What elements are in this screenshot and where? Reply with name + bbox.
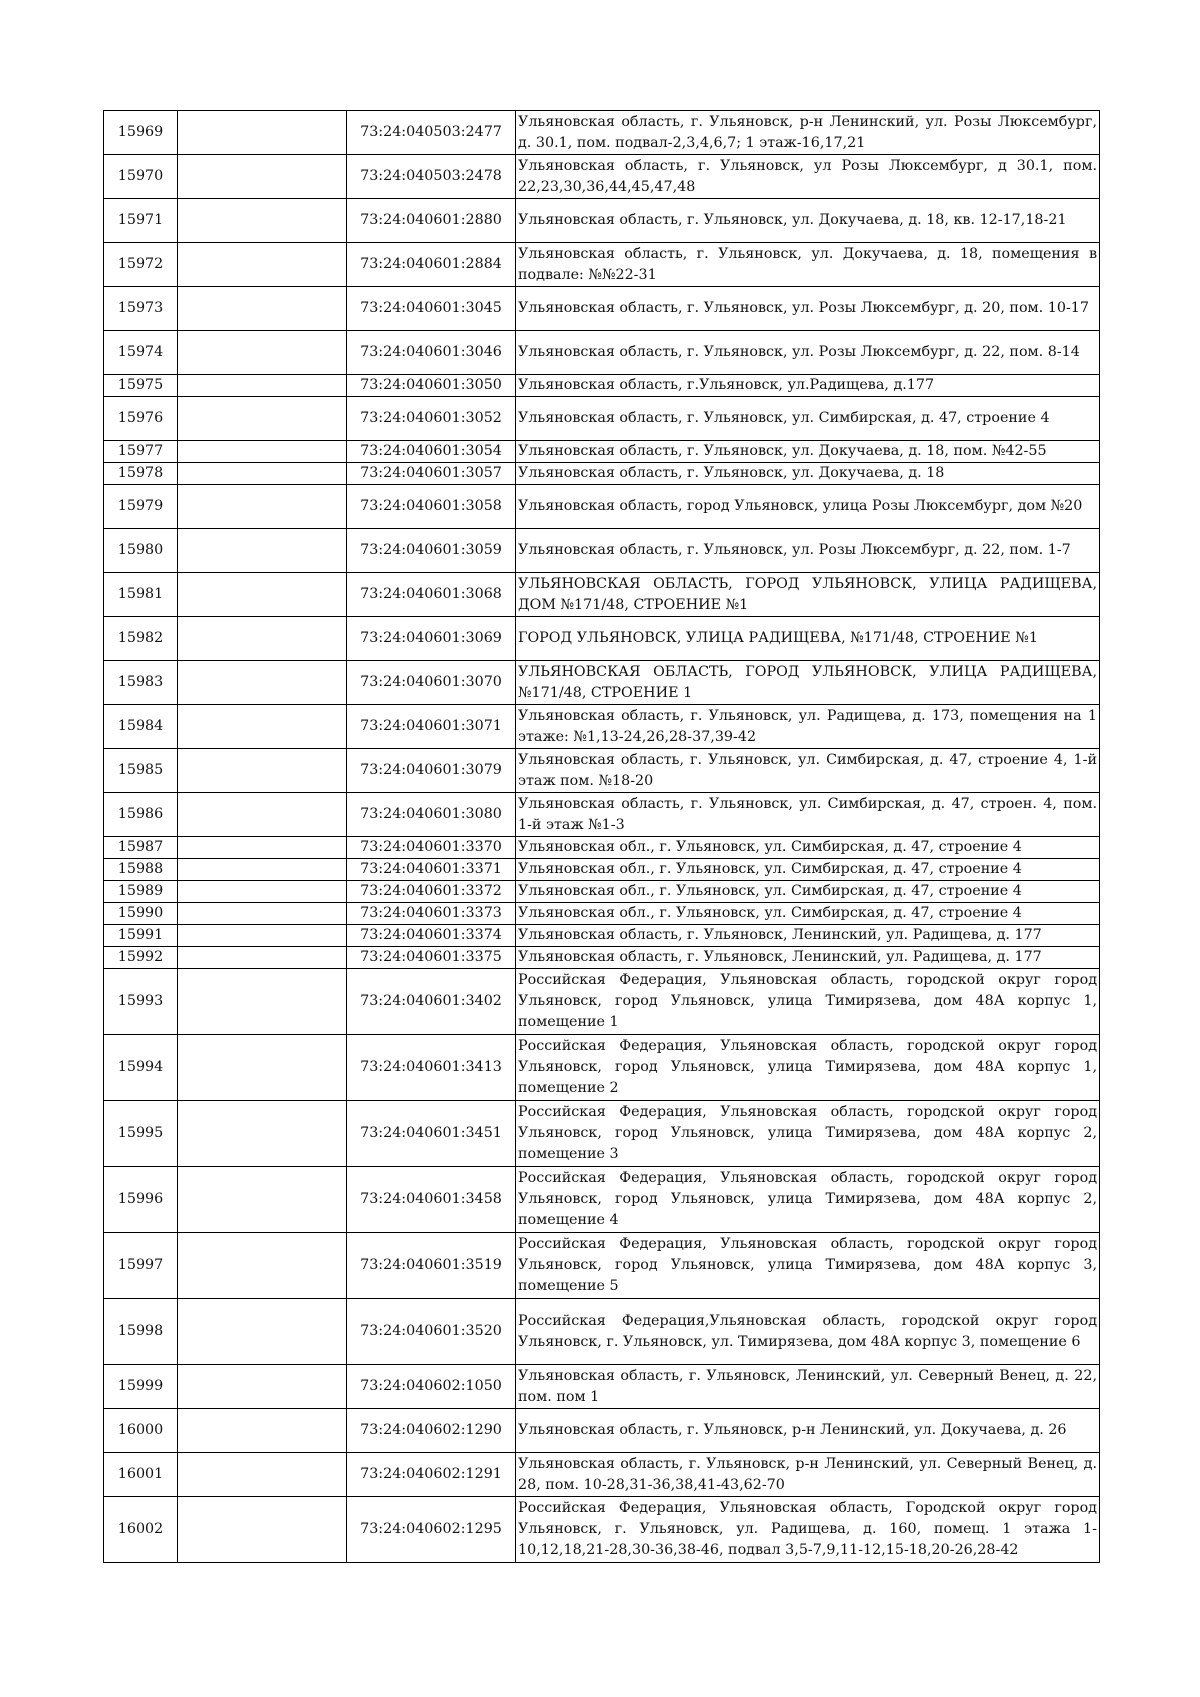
cadastral-number-cell: 73:24:040602:1290 bbox=[347, 1409, 516, 1453]
table-row bbox=[104, 837, 1100, 859]
address-cell: Ульяновская область, город Ульяновск, улица Розы Люксембург, дом №20 bbox=[516, 485, 1100, 529]
table-row bbox=[104, 1101, 1100, 1167]
address-cell: Ульяновская обл., г. Ульяновск, ул. Симбирская, д. 47, строение 4 bbox=[516, 837, 1100, 859]
row-number-cell: 15997 bbox=[104, 1233, 178, 1299]
empty-cell bbox=[178, 617, 347, 661]
empty-cell bbox=[178, 199, 347, 243]
cadastral-number-cell: 73:24:040601:3520 bbox=[347, 1299, 516, 1365]
table-row bbox=[104, 749, 1100, 793]
row-number-cell: 15989 bbox=[104, 881, 178, 903]
row-number-cell: 15996 bbox=[104, 1167, 178, 1233]
address-cell: Ульяновская область, г. Ульяновск, р-н Ленинский, ул. Северный Венец, д. 28, пом. 10-28,31-36,38,41-43,62-70 bbox=[516, 1453, 1100, 1497]
address-cell: Российская Федерация,Ульяновская область, городской округ город Ульяновск, г. Ульяновск, ул. Тимирязева, дом 48А корпус 3, помещение 6 bbox=[516, 1299, 1100, 1365]
row-number-cell: 16002 bbox=[104, 1497, 178, 1563]
address-cell: Ульяновская область, г. Ульяновск, Ленинский, ул. Северный Венец, д. 22, пом. пом 1 bbox=[516, 1365, 1100, 1409]
row-number-cell: 15979 bbox=[104, 485, 178, 529]
address-cell: Ульяновская область, г. Ульяновск, р-н Ленинский, ул. Докучаева, д. 26 bbox=[516, 1409, 1100, 1453]
cadastral-number-cell: 73:24:040602:1295 bbox=[347, 1497, 516, 1563]
table-row bbox=[104, 397, 1100, 441]
cadastral-number-cell: 73:24:040601:3069 bbox=[347, 617, 516, 661]
table-row bbox=[104, 155, 1100, 199]
address-cell: Российская Федерация, Ульяновская область, городской округ город Ульяновск, город Ульяновск, улица Тимирязева, дом 48А корпус 1, помещение 1 bbox=[516, 969, 1100, 1035]
empty-cell bbox=[178, 111, 347, 155]
row-number-cell: 15986 bbox=[104, 793, 178, 837]
address-cell: Ульяновская область, г. Ульяновск, ул. Симбирская, д. 47, строение 4 bbox=[516, 397, 1100, 441]
row-number-cell: 15993 bbox=[104, 969, 178, 1035]
empty-cell bbox=[178, 749, 347, 793]
empty-cell bbox=[178, 1299, 347, 1365]
empty-cell bbox=[178, 969, 347, 1035]
cadastral-number-cell: 73:24:040601:3402 bbox=[347, 969, 516, 1035]
cadastral-number-cell: 73:24:040601:3371 bbox=[347, 859, 516, 881]
empty-cell bbox=[178, 947, 347, 969]
cadastral-number-cell: 73:24:040601:3054 bbox=[347, 441, 516, 463]
row-number-cell: 15998 bbox=[104, 1299, 178, 1365]
empty-cell bbox=[178, 1101, 347, 1167]
empty-cell bbox=[178, 837, 347, 859]
address-cell: Ульяновская область, г. Ульяновск, ул. Розы Люксембург, д. 22, пом. 1-7 bbox=[516, 529, 1100, 573]
empty-cell bbox=[178, 661, 347, 705]
empty-cell bbox=[178, 485, 347, 529]
address-cell: Российская Федерация, Ульяновская область, городской округ город Ульяновск, город Ульяновск, улица Тимирязева, дом 48А корпус 1, помещение 2 bbox=[516, 1035, 1100, 1101]
empty-cell bbox=[178, 573, 347, 617]
table-row bbox=[104, 1035, 1100, 1101]
empty-cell bbox=[178, 331, 347, 375]
empty-cell bbox=[178, 287, 347, 331]
row-number-cell: 15978 bbox=[104, 463, 178, 485]
cadastral-number-cell: 73:24:040601:3058 bbox=[347, 485, 516, 529]
table-row bbox=[104, 199, 1100, 243]
table-row bbox=[104, 1233, 1100, 1299]
address-cell: Ульяновская область, г. Ульяновск, р-н Ленинский, ул. Розы Люксембург, д. 30.1, пом. подвал-2,3,4,6,7; 1 этаж-16,17,21 bbox=[516, 111, 1100, 155]
table-row bbox=[104, 375, 1100, 397]
table-row bbox=[104, 705, 1100, 749]
row-number-cell: 15995 bbox=[104, 1101, 178, 1167]
table-row bbox=[104, 1167, 1100, 1233]
registry-table-body bbox=[104, 111, 1100, 1563]
empty-cell bbox=[178, 1233, 347, 1299]
empty-cell bbox=[178, 1409, 347, 1453]
cadastral-number-cell: 73:24:040601:3046 bbox=[347, 331, 516, 375]
cadastral-number-cell: 73:24:040601:3458 bbox=[347, 1167, 516, 1233]
cadastral-number-cell: 73:24:040601:3070 bbox=[347, 661, 516, 705]
table-row bbox=[104, 287, 1100, 331]
row-number-cell: 15974 bbox=[104, 331, 178, 375]
address-cell: Ульяновская область, г. Ульяновск, ул. Докучаева, д. 18, помещения в подвале: №№22-31 bbox=[516, 243, 1100, 287]
table-row bbox=[104, 881, 1100, 903]
address-cell: Российская Федерация, Ульяновская область, городской округ город Ульяновск, город Ульяновск, улица Тимирязева, дом 48А корпус 2, помещение 4 bbox=[516, 1167, 1100, 1233]
address-cell: Ульяновская область, г. Ульяновск, ул. Розы Люксембург, д. 20, пом. 10-17 bbox=[516, 287, 1100, 331]
table-row bbox=[104, 111, 1100, 155]
empty-cell bbox=[178, 463, 347, 485]
document-page bbox=[103, 110, 1099, 1563]
row-number-cell: 16000 bbox=[104, 1409, 178, 1453]
row-number-cell: 15972 bbox=[104, 243, 178, 287]
address-cell: Ульяновская область, г. Ульяновск, ул. Докучаева, д. 18 bbox=[516, 463, 1100, 485]
empty-cell bbox=[178, 1035, 347, 1101]
empty-cell bbox=[178, 1453, 347, 1497]
address-cell: Российская Федерация, Ульяновская область, городской округ город Ульяновск, город Ульяновск, улица Тимирязева, дом 48А корпус 2, помещение 3 bbox=[516, 1101, 1100, 1167]
row-number-cell: 15985 bbox=[104, 749, 178, 793]
table-row bbox=[104, 1497, 1100, 1563]
empty-cell bbox=[178, 793, 347, 837]
row-number-cell: 16001 bbox=[104, 1453, 178, 1497]
row-number-cell: 15988 bbox=[104, 859, 178, 881]
row-number-cell: 15982 bbox=[104, 617, 178, 661]
table-row bbox=[104, 1453, 1100, 1497]
cadastral-number-cell: 73:24:040503:2477 bbox=[347, 111, 516, 155]
cadastral-number-cell: 73:24:040601:3079 bbox=[347, 749, 516, 793]
row-number-cell: 15980 bbox=[104, 529, 178, 573]
empty-cell bbox=[178, 1365, 347, 1409]
row-number-cell: 15973 bbox=[104, 287, 178, 331]
cadastral-number-cell: 73:24:040601:3375 bbox=[347, 947, 516, 969]
cadastral-number-cell: 73:24:040601:3372 bbox=[347, 881, 516, 903]
cadastral-number-cell: 73:24:040601:3068 bbox=[347, 573, 516, 617]
cadastral-number-cell: 73:24:040601:3373 bbox=[347, 903, 516, 925]
row-number-cell: 15983 bbox=[104, 661, 178, 705]
table-row bbox=[104, 903, 1100, 925]
table-row bbox=[104, 661, 1100, 705]
table-row bbox=[104, 1299, 1100, 1365]
address-cell: Ульяновская область, г. Ульяновск, ул Розы Люксембург, д 30.1, пом. 22,23,30,36,44,45,47,48 bbox=[516, 155, 1100, 199]
empty-cell bbox=[178, 441, 347, 463]
row-number-cell: 15990 bbox=[104, 903, 178, 925]
address-cell: Ульяновская область, г. Ульяновск, ул. Докучаева, д. 18, кв. 12-17,18-21 bbox=[516, 199, 1100, 243]
address-cell: Ульяновская область, г. Ульяновск, ул. Симбирская, д. 47, строен. 4, пом. 1-й этаж №1-3 bbox=[516, 793, 1100, 837]
cadastral-number-cell: 73:24:040601:3059 bbox=[347, 529, 516, 573]
cadastral-number-cell: 73:24:040602:1050 bbox=[347, 1365, 516, 1409]
address-cell: Ульяновская область, г. Ульяновск, ул. Радищева, д. 173, помещения на 1 этаже: №1,13-24,26,28-37,39-42 bbox=[516, 705, 1100, 749]
cadastral-number-cell: 73:24:040601:3071 bbox=[347, 705, 516, 749]
table-row bbox=[104, 793, 1100, 837]
row-number-cell: 15987 bbox=[104, 837, 178, 859]
row-number-cell: 15992 bbox=[104, 947, 178, 969]
table-row bbox=[104, 969, 1100, 1035]
cadastral-number-cell: 73:24:040601:3057 bbox=[347, 463, 516, 485]
registry-table bbox=[103, 110, 1100, 1563]
cadastral-number-cell: 73:24:040601:3050 bbox=[347, 375, 516, 397]
address-cell: УЛЬЯНОВСКАЯ ОБЛАСТЬ, ГОРОД УЛЬЯНОВСК, УЛИЦА РАДИЩЕВА, №171/48, СТРОЕНИЕ 1 bbox=[516, 661, 1100, 705]
table-row bbox=[104, 529, 1100, 573]
cadastral-number-cell: 73:24:040601:2884 bbox=[347, 243, 516, 287]
cadastral-number-cell: 73:24:040601:3370 bbox=[347, 837, 516, 859]
address-cell: УЛЬЯНОВСКАЯ ОБЛАСТЬ, ГОРОД УЛЬЯНОВСК, УЛИЦА РАДИЩЕВА, ДОМ №171/48, СТРОЕНИЕ №1 bbox=[516, 573, 1100, 617]
empty-cell bbox=[178, 529, 347, 573]
empty-cell bbox=[178, 155, 347, 199]
row-number-cell: 15970 bbox=[104, 155, 178, 199]
table-row bbox=[104, 947, 1100, 969]
cadastral-number-cell: 73:24:040601:3451 bbox=[347, 1101, 516, 1167]
row-number-cell: 15991 bbox=[104, 925, 178, 947]
empty-cell bbox=[178, 925, 347, 947]
row-number-cell: 15977 bbox=[104, 441, 178, 463]
table-row bbox=[104, 331, 1100, 375]
table-row bbox=[104, 617, 1100, 661]
table-row bbox=[104, 1365, 1100, 1409]
row-number-cell: 15971 bbox=[104, 199, 178, 243]
cadastral-number-cell: 73:24:040601:2880 bbox=[347, 199, 516, 243]
row-number-cell: 15981 bbox=[104, 573, 178, 617]
cadastral-number-cell: 73:24:040601:3045 bbox=[347, 287, 516, 331]
empty-cell bbox=[178, 881, 347, 903]
table-row bbox=[104, 925, 1100, 947]
empty-cell bbox=[178, 705, 347, 749]
address-cell: ГОРОД УЛЬЯНОВСК, УЛИЦА РАДИЩЕВА, №171/48, СТРОЕНИЕ №1 bbox=[516, 617, 1100, 661]
row-number-cell: 15969 bbox=[104, 111, 178, 155]
table-row bbox=[104, 243, 1100, 287]
row-number-cell: 15994 bbox=[104, 1035, 178, 1101]
table-row bbox=[104, 573, 1100, 617]
row-number-cell: 15984 bbox=[104, 705, 178, 749]
table-row bbox=[104, 859, 1100, 881]
address-cell: Ульяновская обл., г. Ульяновск, ул. Симбирская, д. 47, строение 4 bbox=[516, 859, 1100, 881]
cadastral-number-cell: 73:24:040601:3374 bbox=[347, 925, 516, 947]
address-cell: Ульяновская обл., г. Ульяновск, ул. Симбирская, д. 47, строение 4 bbox=[516, 903, 1100, 925]
empty-cell bbox=[178, 859, 347, 881]
address-cell: Ульяновская область, г. Ульяновск, Ленинский, ул. Радищева, д. 177 bbox=[516, 925, 1100, 947]
table-row bbox=[104, 1409, 1100, 1453]
cadastral-number-cell: 73:24:040601:3519 bbox=[347, 1233, 516, 1299]
empty-cell bbox=[178, 1497, 347, 1563]
row-number-cell: 15976 bbox=[104, 397, 178, 441]
empty-cell bbox=[178, 375, 347, 397]
address-cell: Российская Федерация, Ульяновская область, Городской округ город Ульяновск, г. Ульяновск, ул. Радищева, д. 160, помещ. 1 этажа 1-10,12,18,21-28,30-36,38-46, подвал 3,5-7,9,11-12,15-18,20-26,28-42 bbox=[516, 1497, 1100, 1563]
empty-cell bbox=[178, 1167, 347, 1233]
cadastral-number-cell: 73:24:040602:1291 bbox=[347, 1453, 516, 1497]
address-cell: Ульяновская область, г. Ульяновск, ул. Розы Люксембург, д. 22, пом. 8-14 bbox=[516, 331, 1100, 375]
cadastral-number-cell: 73:24:040601:3052 bbox=[347, 397, 516, 441]
table-row bbox=[104, 463, 1100, 485]
address-cell: Ульяновская область, г. Ульяновск, ул. Докучаева, д. 18, пом. №42-55 bbox=[516, 441, 1100, 463]
address-cell: Ульяновская область, г. Ульяновск, Ленинский, ул. Радищева, д. 177 bbox=[516, 947, 1100, 969]
empty-cell bbox=[178, 397, 347, 441]
table-row bbox=[104, 485, 1100, 529]
table-row bbox=[104, 441, 1100, 463]
address-cell: Российская Федерация, Ульяновская область, городской округ город Ульяновск, город Ульяновск, улица Тимирязева, дом 48А корпус 3, помещение 5 bbox=[516, 1233, 1100, 1299]
row-number-cell: 15999 bbox=[104, 1365, 178, 1409]
cadastral-number-cell: 73:24:040601:3413 bbox=[347, 1035, 516, 1101]
cadastral-number-cell: 73:24:040503:2478 bbox=[347, 155, 516, 199]
empty-cell bbox=[178, 903, 347, 925]
row-number-cell: 15975 bbox=[104, 375, 178, 397]
cadastral-number-cell: 73:24:040601:3080 bbox=[347, 793, 516, 837]
address-cell: Ульяновская область, г. Ульяновск, ул. Симбирская, д. 47, строение 4, 1-й этаж пом. №18-20 bbox=[516, 749, 1100, 793]
address-cell: Ульяновская область, г.Ульяновск, ул.Радищева, д.177 bbox=[516, 375, 1100, 397]
address-cell: Ульяновская обл., г. Ульяновск, ул. Симбирская, д. 47, строение 4 bbox=[516, 881, 1100, 903]
empty-cell bbox=[178, 243, 347, 287]
